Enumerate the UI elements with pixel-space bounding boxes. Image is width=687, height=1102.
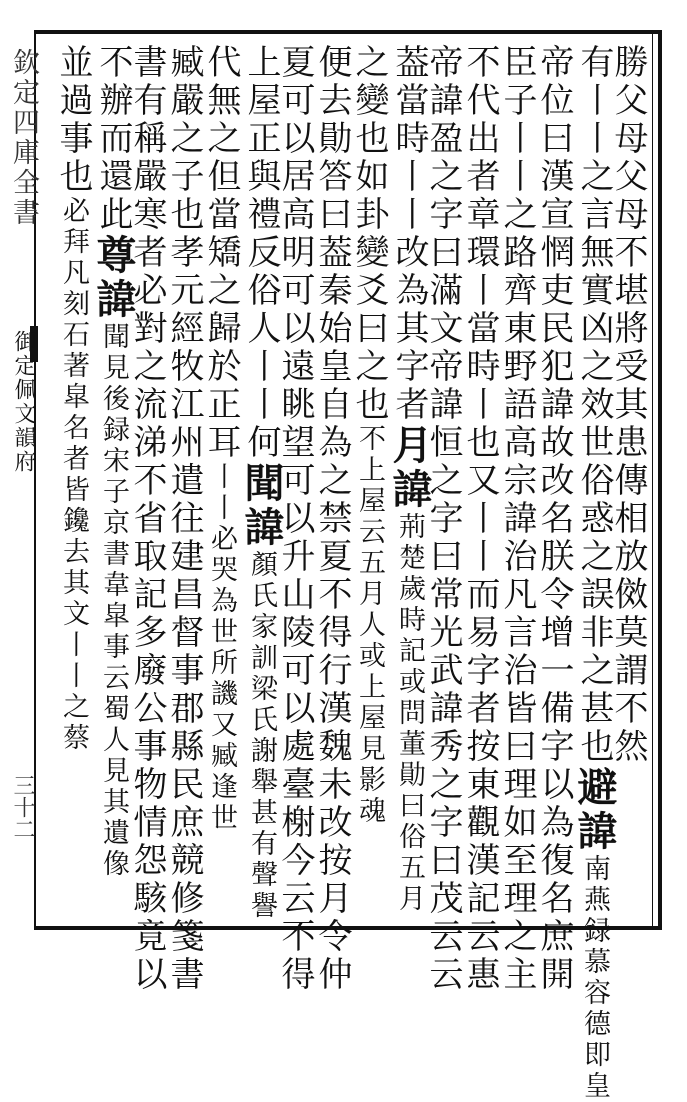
text-column (608, 44, 648, 766)
body-text: 勝父母父母不堪將受其患傳相放傚莫謂不然 (608, 44, 648, 766)
body-text: 臧嚴之子也孝元經牧江州遣往建昌督事郡縣民庶競修箋書 (164, 44, 204, 994)
annotation-text: 聞見後録宋子京書韋皐事云蜀人見其遺像 (98, 322, 129, 880)
body-text: 臣子丨丨之路齊東野語高宗諱治凡言治皆曰理如至理之主 (497, 44, 537, 994)
annotation-text: 必拜凡刻石著皐名者皆鑱去其文丨丨之蔡 (58, 196, 89, 754)
text-column (312, 44, 352, 994)
text-column (460, 44, 500, 994)
page-number: 三十二 (10, 774, 35, 840)
heading-character: 諱 (90, 278, 137, 322)
text-column (238, 44, 285, 922)
body-text: 便去勛答曰葢秦始皇自為之禁夏不得行漢魏未改按月令仲 (312, 44, 352, 994)
body-text: 並過事也 (53, 44, 93, 196)
heading-character: 聞 (238, 462, 285, 506)
body-text: 之變也如卦變爻曰之也 (349, 44, 389, 424)
text-column (349, 44, 389, 827)
page-border-right-inner (652, 34, 653, 926)
body-text: 帝位曰漢宣惘吏民犯諱故改名朕令增一備字以為復名庶開 (534, 44, 574, 994)
page-border-top (34, 30, 662, 34)
text-column (127, 44, 167, 994)
heading-character: 諱 (386, 468, 433, 512)
text-column (571, 44, 618, 1102)
annotation-text: 南燕録慕容德即皇 (579, 854, 610, 1102)
running-title: 欽定四庫全書 (8, 48, 39, 228)
body-text: 書有稱嚴寒者必對之流涕不省取記多廢公事物情怨駭竟以 (127, 44, 167, 994)
body-text: 帝諱盈之字曰滿文帝諱恒之字曰常光武諱秀之字曰茂云云 (423, 44, 463, 994)
body-text: 不代出者章環丨當時丨也又丨丨而易字者按東觀漢記云惠 (460, 44, 500, 994)
text-column (201, 44, 241, 834)
heading-character: 諱 (238, 506, 285, 550)
heading-character: 諱 (571, 810, 618, 854)
annotation-text: 荊楚歲時記或問董勛曰俗五月 (394, 512, 425, 915)
text-column (53, 44, 93, 754)
annotation-text: 顏氏家訓梁氏謝舉甚有聲譽 (246, 550, 277, 922)
book-gutter (0, 34, 39, 926)
text-column (90, 44, 137, 880)
body-text: 葢當時丨丨改為其字者 (389, 44, 429, 424)
book-subtitle: 御定佩文韻府 (11, 330, 36, 474)
heading-character: 尊 (90, 234, 137, 278)
page-border-right (658, 30, 662, 930)
annotation-text: 不上屋云五月人或上屋見影魂 (354, 424, 385, 827)
text-column (386, 44, 433, 915)
body-text: 夏可以居高明可以遠眺望可以升山陵可以處臺榭今云不得 (275, 44, 315, 994)
heading-character: 避 (571, 766, 618, 810)
annotation-text: 丨丨必哭為世所譏又臧逢世 (206, 462, 237, 834)
body-text: 上屋正與禮反俗人丨丨何 (241, 44, 281, 462)
text-column (534, 44, 574, 994)
text-column (497, 44, 537, 994)
body-text: 代無之但當矯之歸於正耳 (201, 44, 241, 462)
body-text: 有丨丨之言無實凶之效世俗惑之誤非之甚也 (574, 44, 614, 766)
text-column (164, 44, 204, 994)
text-column (423, 44, 463, 994)
heading-character: 月 (386, 424, 433, 468)
body-text: 不辦而還此 (93, 44, 133, 234)
